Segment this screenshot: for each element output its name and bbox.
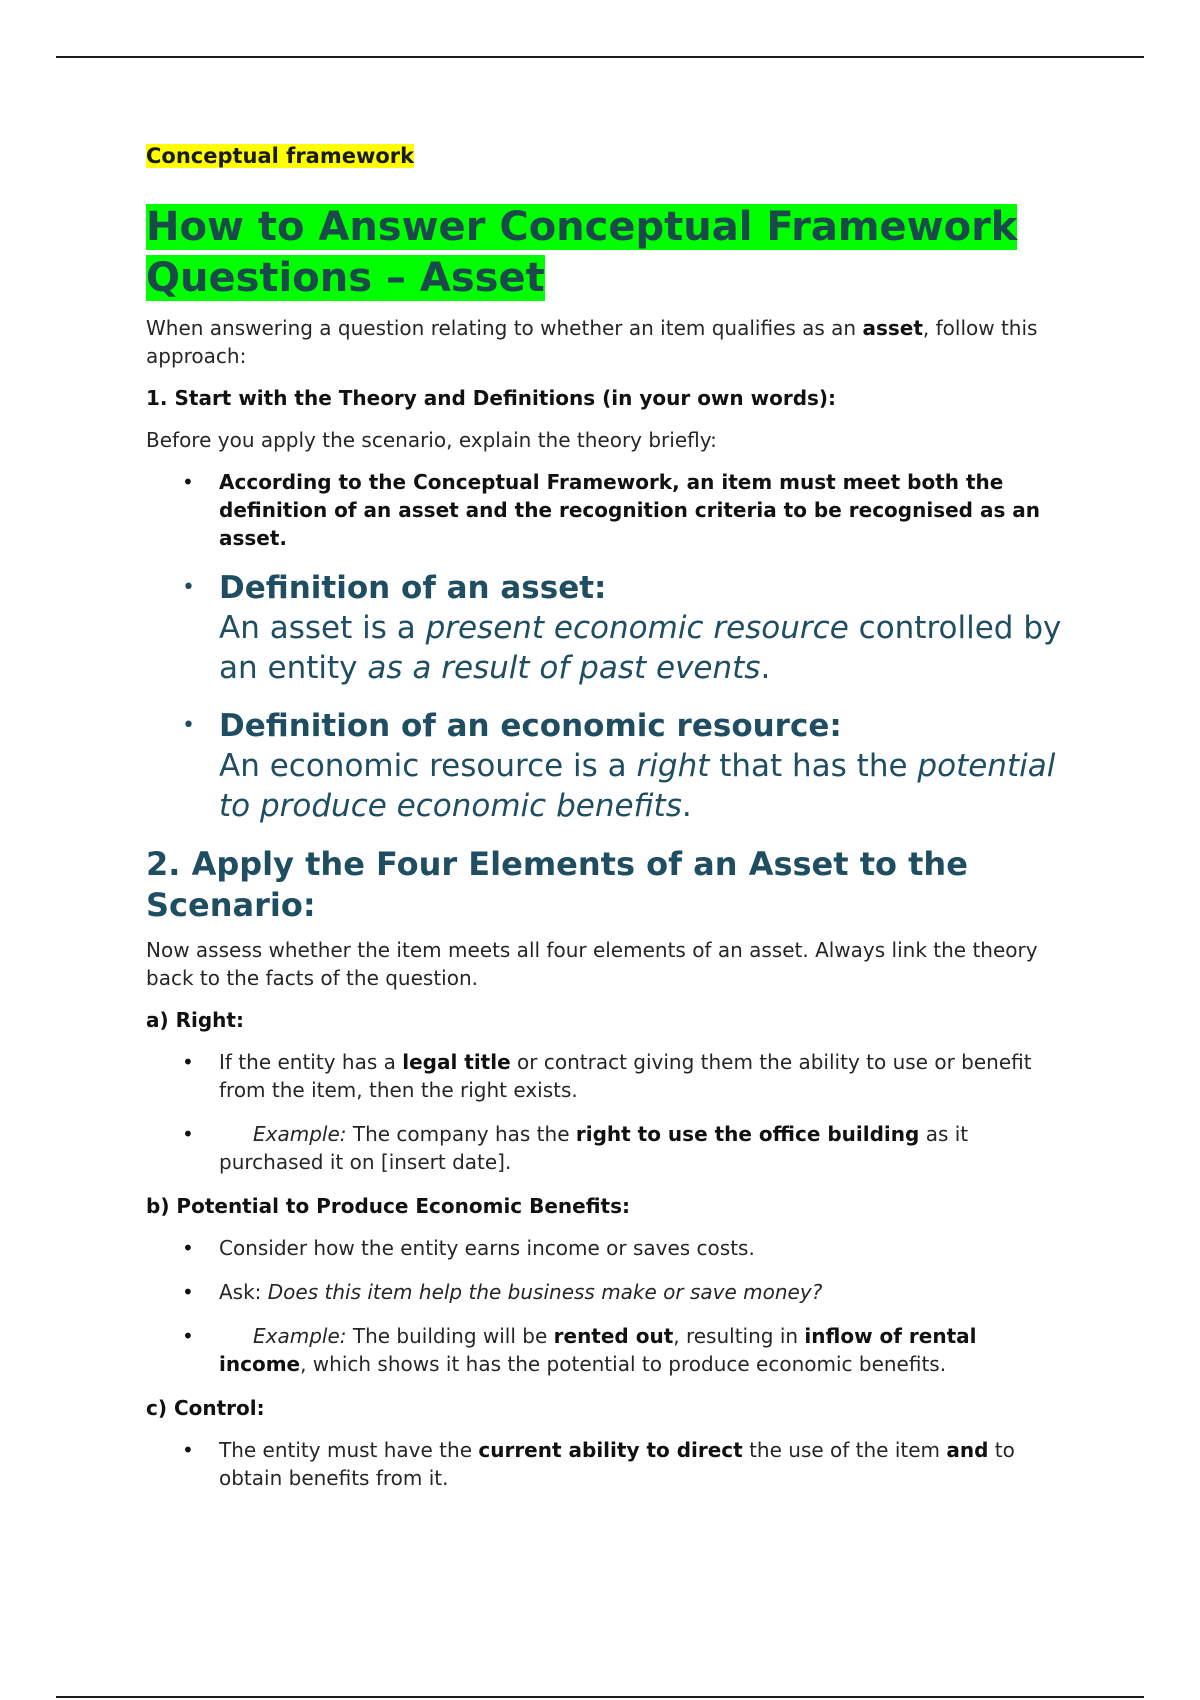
definition-economic-resource — [146, 706, 1066, 826]
example-label: Example: — [253, 1122, 347, 1146]
intro-paragraph — [146, 314, 1066, 370]
list-item — [146, 1322, 1066, 1378]
def-text: . — [681, 788, 692, 824]
step2-heading: 2. Apply the Four Elements of an Asset to the Scenario: — [146, 845, 968, 924]
definition-resource-title: Definition of an economic resource: — [219, 708, 842, 744]
example-indent — [219, 1324, 347, 1348]
list-item — [146, 1436, 1066, 1492]
list-item — [146, 1278, 1066, 1306]
framework-statement: According to the Conceptual Framework, an item must meet both the definition of an asset and the recognition criteria to be recognised as an asset. — [219, 470, 1041, 550]
intro-bold-asset: asset — [862, 316, 923, 340]
benefits-heading: b) Potential to Produce Economic Benefits: — [146, 1194, 631, 1218]
item-text: or contract giving them the ability to use or benefit from the item, then the right exists. — [219, 1050, 1032, 1102]
item-text: to obtain benefits from it. — [219, 1438, 1015, 1490]
def-italic: present economic resource — [425, 610, 849, 646]
item-text: The entity must have the — [219, 1438, 479, 1462]
def-text: controlled by an entity — [219, 610, 1062, 686]
def-italic: right — [636, 748, 710, 784]
list-item — [146, 468, 1066, 552]
list-item — [146, 1048, 1066, 1104]
list-item — [146, 1120, 1066, 1176]
control-list — [146, 1436, 1066, 1492]
top-rule — [56, 56, 1144, 58]
bottom-rule — [56, 1696, 1144, 1698]
step2-lead: Now assess whether the item meets all four elements of an asset. Always link the theory back to the facts of the question. — [146, 938, 1038, 990]
intro-text: When answering a question relating to whether an item qualifies as an — [146, 316, 863, 340]
item-bold: inflow of rental income — [219, 1324, 977, 1376]
title-highlight: How to Answer Conceptual Framework Questions – Asset — [146, 204, 1018, 301]
item-text: The company has the — [346, 1122, 576, 1146]
def-italic: potential to produce economic benefits — [219, 748, 1056, 824]
benefits-list — [146, 1234, 1066, 1378]
def-text: An asset is a — [219, 610, 426, 646]
item-text: , which shows it has the potential to produce economic benefits. — [300, 1352, 947, 1376]
list-item: • Consider how the entity earns income or saves costs. — [146, 1234, 1066, 1262]
item-text: as it purchased it on [insert date]. — [219, 1122, 969, 1174]
document-body — [146, 140, 1066, 1508]
intro-text-end: , follow this approach: — [146, 316, 1038, 368]
item-bold: right to use the office building — [575, 1122, 920, 1146]
example-indent — [219, 1122, 347, 1146]
right-heading: a) Right: — [146, 1008, 244, 1032]
item-bold: rented out — [553, 1324, 674, 1348]
def-text: An economic resource is a — [219, 748, 637, 784]
item-italic: Does this item help the business make or save money? — [267, 1280, 823, 1304]
step1-heading: 1. Start with the Theory and Definitions (in your own words): — [146, 386, 837, 410]
item-bold: and — [946, 1438, 989, 1462]
step1-lead: Before you apply the scenario, explain the theory briefly: — [146, 428, 717, 452]
definition-asset-title: Definition of an asset: — [219, 570, 607, 606]
item-text: The building will be — [346, 1324, 554, 1348]
right-list — [146, 1048, 1066, 1176]
definition-asset — [146, 568, 1066, 688]
item-text: , resulting in — [673, 1324, 805, 1348]
item-bold: legal title — [402, 1050, 511, 1074]
control-heading: c) Control: — [146, 1396, 265, 1420]
section-label — [146, 140, 1066, 172]
example-label: Example: — [253, 1324, 347, 1348]
item-text: Ask: — [219, 1280, 268, 1304]
item-bold: current ability to direct — [478, 1438, 743, 1462]
label-highlight: Conceptual framework — [146, 144, 415, 168]
page-title — [146, 202, 1066, 304]
def-text: that has the — [709, 748, 918, 784]
item-text: If the entity has a — [219, 1050, 403, 1074]
step1-list — [146, 468, 1066, 826]
def-italic: as a result of past events — [367, 650, 761, 686]
def-text: . — [760, 650, 771, 686]
item-text: the use of the item — [742, 1438, 947, 1462]
